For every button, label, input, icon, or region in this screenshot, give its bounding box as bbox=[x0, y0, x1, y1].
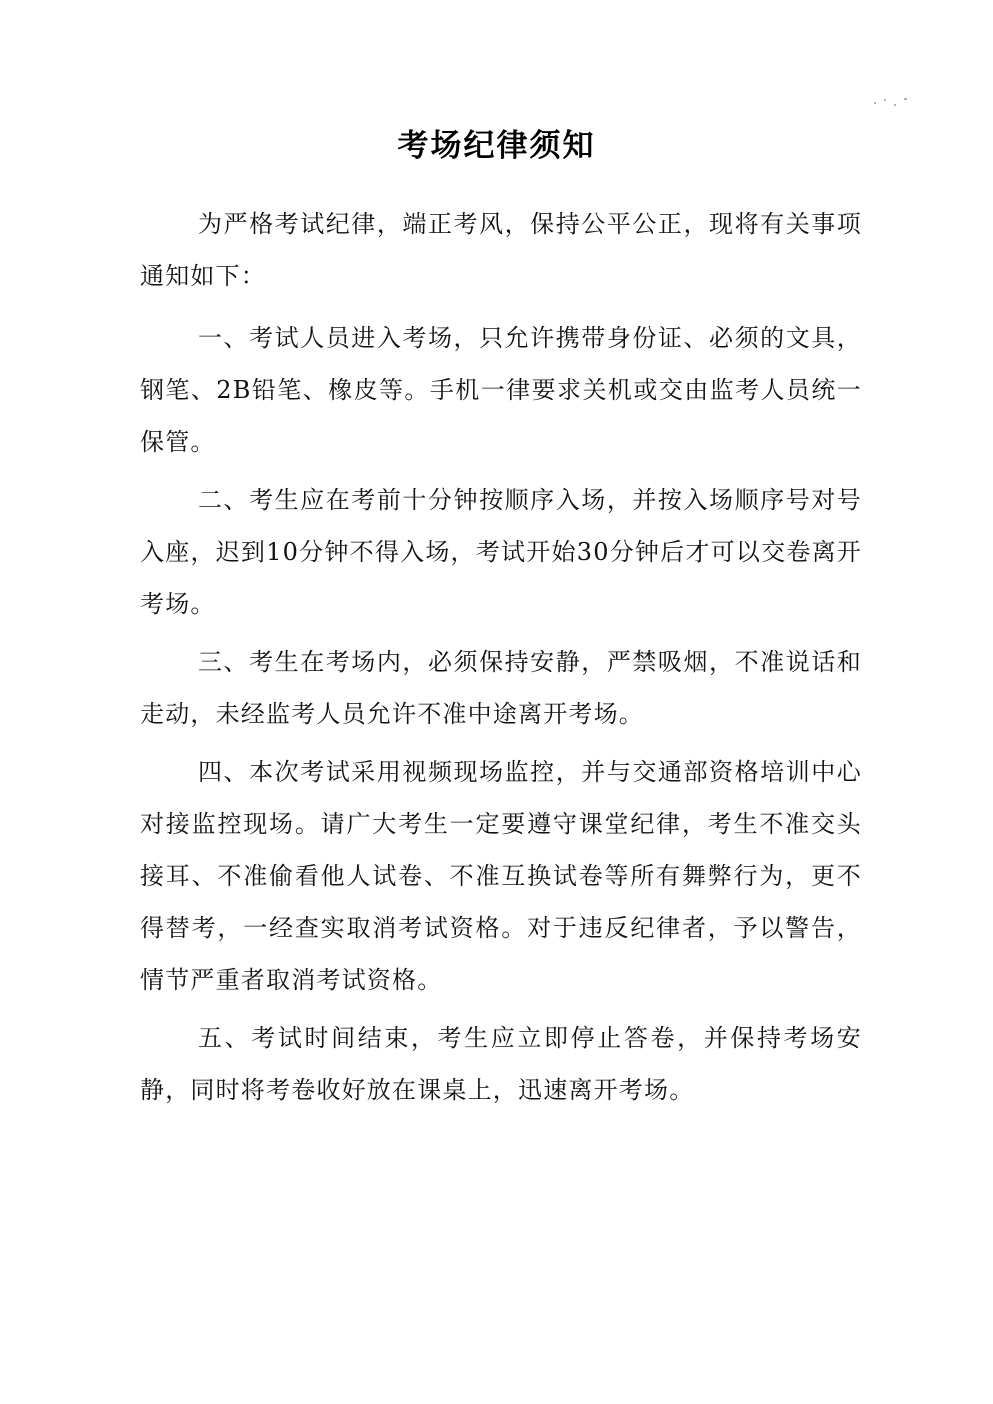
rule-paragraph-1: 一、考试人员进入考场，只允许携带身份证、必须的文具，钢笔、2B铅笔、橡皮等。手机一律要求关机或交由监考人员统一保管。 bbox=[140, 324, 862, 456]
rule-paragraph-2: 二、考生应在考前十分钟按顺序入场，并按入场顺序号对号入座，迟到10分钟不得入场，考试开始30分钟后才可以交卷离开考场。 bbox=[140, 486, 862, 618]
rule-paragraph-4: 四、本次考试采用视频现场监控，并与交通部资格培训中心对接监控现场。请广大考生一定要遵守课堂纪律，考生不准交头接耳、不准偷看他人试卷、不准互换试卷等所有舞弊行为，更不得替考，一经查实取消考试资格。对于违反纪律者，予以警告，情节严重者取消考试资格。 bbox=[140, 758, 862, 994]
document-title: 考场纪律须知 bbox=[397, 128, 596, 164]
rule-paragraph-5: 五、考试时间结束，考生应立即停止答卷，并保持考场安静，同时将考卷收好放在课桌上，迅速离开考场。 bbox=[140, 1024, 862, 1104]
rule-paragraph-3: 三、考生在考场内，必须保持安静，严禁吸烟，不准说话和走动，未经监考人员允许不准中途离开考场。 bbox=[140, 648, 862, 728]
intro-paragraph: 为严格考试纪律，端正考风，保持公平公正，现将有关事项通知如下： bbox=[140, 210, 862, 290]
scan-speckle bbox=[872, 96, 912, 110]
document-body bbox=[140, 198, 862, 1124]
